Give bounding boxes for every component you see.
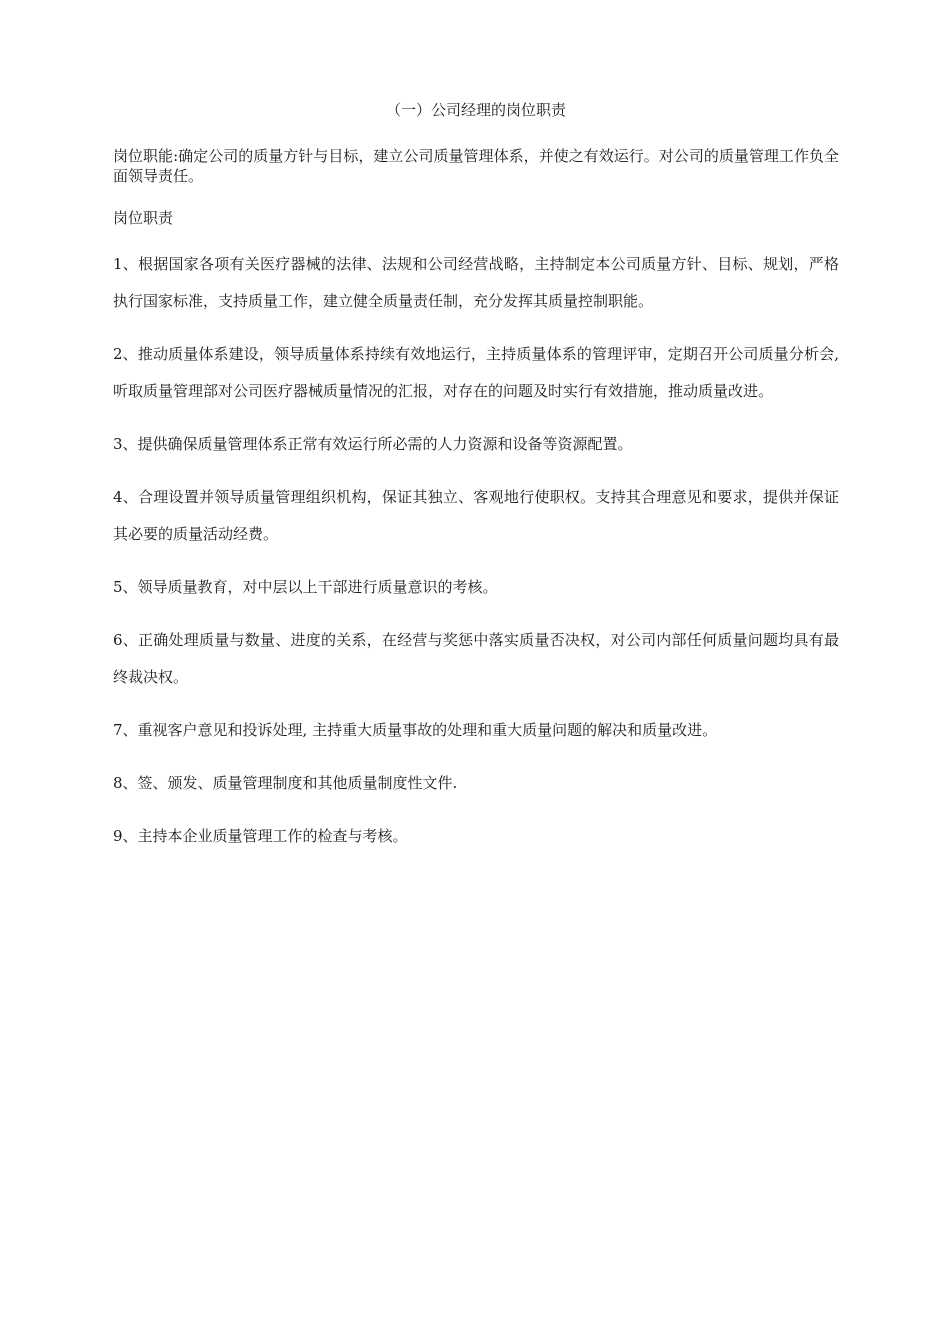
list-item: 1、根据国家各项有关医疗器械的法律、法规和公司经营战略，主持制定本公司质量方针、目标、规划，严格执行国家标准，支持质量工作，建立健全质量责任制，充分发挥其质量控制职能。 <box>113 255 839 310</box>
section-heading: 岗位职责 <box>113 209 174 227</box>
list-item: 4、合理设置并领导质量管理组织机构，保证其独立、客观地行使职权。支持其合理意见和要求，提供并保证其必要的质量活动经费。 <box>113 488 839 543</box>
list-item: 3、提供确保质量管理体系正常有效运行所必需的人力资源和设备等资源配置。 <box>113 435 633 453</box>
list-item: 7、重视客户意见和投诉处理, 主持重大质量事故的处理和重大质量问题的解决和质量改进。 <box>113 721 718 739</box>
list-item: 8、签、颁发、质量管理制度和其他质量制度性文件. <box>113 774 458 792</box>
list-item: 5、领导质量教育，对中层以上干部进行质量意识的考核。 <box>113 578 498 596</box>
document-title: （一）公司经理的岗位职责 <box>385 101 566 119</box>
list-item: 9、主持本企业质量管理工作的检查与考核。 <box>113 827 408 845</box>
intro-paragraph: 岗位职能:确定公司的质量方针与目标，建立公司质量管理体系，并使之有效运行。对公司的质量管理工作负全面领导责任。 <box>113 147 839 185</box>
list-item: 6、正确处理质量与数量、进度的关系，在经营与奖惩中落实质量否决权，对公司内部任何质量问题均具有最终裁决权。 <box>113 631 839 686</box>
document-body <box>113 98 839 855</box>
list-item: 2、推动质量体系建设，领导质量体系持续有效地运行，主持质量体系的管理评审，定期召开公司质量分析会, 听取质量管理部对公司医疗器械质量情况的汇报，对存在的问题及时实行有效措施，推动质量改进。 <box>113 345 839 400</box>
